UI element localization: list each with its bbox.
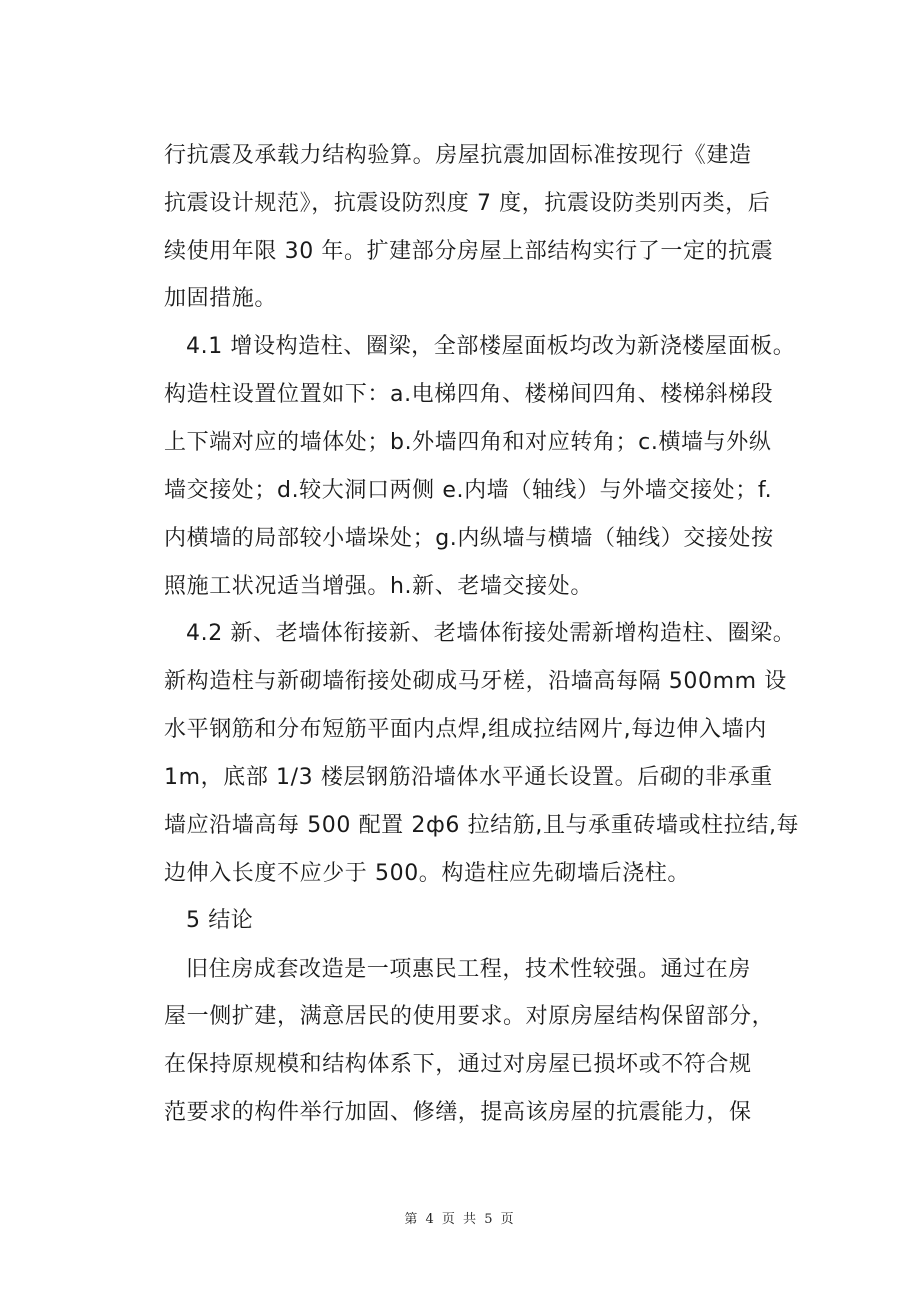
body-line: 水平钢筋和分布短筋平面内点焊,组成拉结网片,每边伸入墙内 bbox=[164, 717, 767, 742]
body-line: 墙应沿墙高每 500 配置 2ф6 拉结筋,且与承重砖墙或柱拉结,每 bbox=[164, 813, 800, 838]
body-line: 在保持原规模和结构体系下，通过对房屋已损坏或不符合规 bbox=[164, 1052, 752, 1077]
body-line: 边伸入长度不应少于 500。构造柱应先砌墙后浇柱。 bbox=[164, 861, 690, 886]
body-line: 抗震设计规范》，抗震设防烈度 7 度，抗震设防类别丙类，后 bbox=[164, 191, 771, 216]
body-line: 加固措施。 bbox=[164, 286, 278, 311]
body-line: 范要求的构件举行加固、修缮，提高该房屋的抗震能力，保 bbox=[164, 1100, 752, 1125]
body-line: 照施工状况适当增强。h.新、老墙交接处。 bbox=[164, 574, 593, 599]
section-heading: 5 结论 bbox=[186, 908, 254, 933]
body-line: 内横墙的局部较小墙垛处；g.内纵墙与横墙（轴线）交接处按 bbox=[164, 526, 774, 551]
body-line: 上下端对应的墙体处；b.外墙四角和对应转角；c.横墙与外纵 bbox=[164, 430, 772, 455]
body-line: 4.1 增设构造柱、圈梁，全部楼屋面板均改为新浇楼屋面板。 bbox=[186, 334, 796, 359]
body-line: 行抗震及承载力结构验算。房屋抗震加固标准按现行《建造 bbox=[164, 143, 752, 168]
body-line: 墙交接处；d.较大洞口两侧 e.内墙（轴线）与外墙交接处；f. bbox=[164, 478, 773, 503]
body-line: 续使用年限 30 年。扩建部分房屋上部结构实行了一定的抗震 bbox=[164, 239, 774, 264]
body-line: 构造柱设置位置如下：a.电梯四角、楼梯间四角、楼梯斜梯段 bbox=[164, 382, 774, 407]
body-line: 4.2 新、老墙体衔接新、老墙体衔接处需新增构造柱、圈梁。 bbox=[186, 621, 796, 646]
body-line: 1m，底部 1/3 楼层钢筋沿墙体水平通长设置。后砌的非承重 bbox=[164, 765, 773, 790]
body-line: 旧住房成套改造是一项惠民工程，技术性较强。通过在房 bbox=[186, 957, 752, 982]
page-number-footer: 第 4 页 共 5 页 bbox=[404, 1212, 516, 1227]
body-line: 新构造柱与新砌墙衔接处砌成马牙槎，沿墙高每隔 500mm 设 bbox=[164, 669, 787, 694]
body-line: 屋一侧扩建，满意居民的使用要求。对原房屋结构保留部分， bbox=[164, 1004, 775, 1029]
